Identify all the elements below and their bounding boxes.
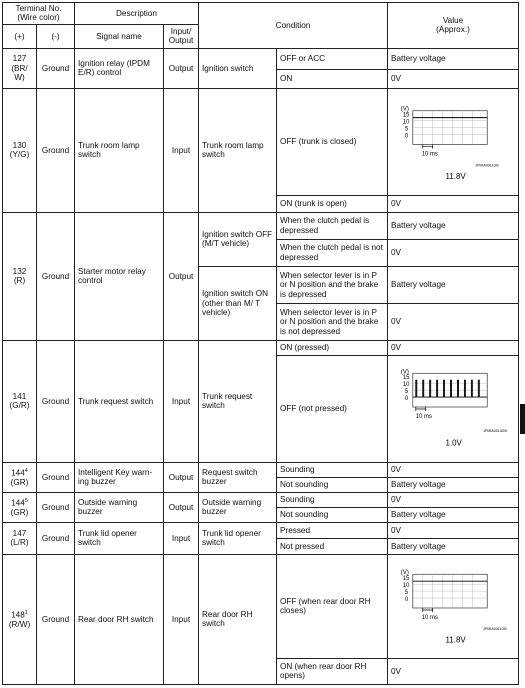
ground-cell: Ground — [37, 554, 75, 684]
plus-header: (+) — [3, 24, 37, 48]
value-cell: Battery voltage — [388, 477, 519, 492]
sub-condition-cell: Sounding — [277, 462, 388, 477]
condition-cell: Trunk room lamp switch — [199, 88, 277, 212]
condition-cell: Rear door RH switch — [199, 554, 277, 684]
signal-name-cell: Intelligent Key warn- ing buzzer — [75, 462, 164, 492]
terminal-cell: 127 (BR/ W) — [3, 48, 37, 88]
io-cell: Input — [164, 340, 199, 462]
value-cell: 0V — [388, 239, 519, 266]
value-cell: 0V — [388, 658, 519, 684]
sub-condition-cell: Not sounding — [277, 507, 388, 522]
sub-condition-cell: Not sounding — [277, 477, 388, 492]
wave-tick: 15 — [402, 113, 410, 120]
wave-tick: 5 — [404, 126, 409, 133]
value-cell: Battery voltage — [388, 212, 519, 239]
condition-cell: Ignition switch OFF (M/T vehicle) — [199, 212, 277, 266]
terminal-cell: 147 (L/R) — [3, 522, 37, 554]
terminal-cell: $144^5$ (GR) — [3, 492, 37, 522]
value-cell: 0V — [388, 69, 519, 88]
sub-condition-cell: ON (trunk is open) — [277, 195, 388, 212]
wave-tick: 10 — [402, 382, 410, 389]
figure-code: JPMIA0011GB — [483, 627, 507, 632]
condition-cell: Request switch buzzer — [199, 462, 277, 492]
waveform-value-cell — [388, 355, 519, 462]
sub-condition-cell: OFF (trunk is closed) — [277, 88, 388, 195]
terminal-spec-table — [2, 2, 519, 685]
signal-name-header: Signal name — [75, 24, 164, 48]
table-row — [3, 88, 519, 195]
wave-tick: 10 — [402, 119, 410, 126]
wave-time-label: 10 ms — [421, 615, 438, 622]
terminal-cell: 132 (R) — [3, 212, 37, 340]
wave-tick: 15 — [402, 375, 410, 382]
io-cell: Output — [164, 212, 199, 340]
value-cell: Battery voltage — [388, 538, 519, 554]
sub-condition-cell: When the clutch pedal is depressed — [277, 212, 388, 239]
value-cell: Battery voltage — [388, 48, 519, 69]
value-cell: 0V — [388, 492, 519, 507]
condition-header: Condition — [199, 3, 388, 49]
wave-tick: 0 — [404, 396, 409, 403]
terminal-cell: $148^1$ (R/W) — [3, 554, 37, 684]
sub-condition-cell: Not pressed — [277, 538, 388, 554]
ground-cell: Ground — [37, 462, 75, 492]
sub-condition-cell: OFF (when rear door RH closes) — [277, 554, 388, 658]
ground-cell: Ground — [37, 88, 75, 212]
sub-condition-cell: Pressed — [277, 522, 388, 538]
ground-cell: Ground — [37, 340, 75, 462]
io-cell: Output — [164, 48, 199, 88]
value-cell: 0V — [388, 195, 519, 212]
wave-axis-unit: (V) — [400, 570, 409, 577]
value-cell: Battery voltage — [388, 507, 519, 522]
ground-cell: Ground — [37, 212, 75, 340]
waveform-value: 11.8V — [445, 172, 466, 182]
value-cell: 0V — [388, 522, 519, 538]
io-cell: Input — [164, 522, 199, 554]
waveform-value: 11.8V — [445, 636, 466, 646]
condition-cell: Trunk lid opener switch — [199, 522, 277, 554]
table-row — [3, 212, 519, 239]
waveform-value-cell — [388, 554, 519, 658]
io-cell: Input — [164, 554, 199, 684]
table-row — [3, 462, 519, 477]
value-cell: 0V — [388, 462, 519, 477]
sub-condition-cell: OFF or ACC — [277, 48, 388, 69]
description-header: Description — [75, 3, 199, 25]
sub-condition-cell: Sounding — [277, 492, 388, 507]
ground-cell: Ground — [37, 48, 75, 88]
io-cell: Output — [164, 492, 199, 522]
waveform-pulse — [388, 356, 518, 461]
input-output-header: Input/ Output — [164, 24, 199, 48]
value-header: Value (Approx.) — [388, 3, 519, 49]
waveform-flat — [388, 89, 518, 194]
sub-condition-cell: When selector lever is in P or N position and the brake is depressed — [277, 266, 388, 303]
ground-cell: Ground — [37, 522, 75, 554]
signal-name-cell: Trunk lid opener switch — [75, 522, 164, 554]
wave-tick: 0 — [404, 133, 409, 140]
table-row — [3, 522, 519, 538]
value-cell: Battery voltage — [388, 266, 519, 303]
wave-tick: 0 — [404, 597, 409, 604]
signal-name-cell: Trunk room lamp switch — [75, 88, 164, 212]
sub-condition-cell: When the clutch pedal is not depressed — [277, 239, 388, 266]
value-cell: 0V — [388, 303, 519, 340]
sub-condition-cell: ON (pressed) — [277, 340, 388, 355]
value-cell: 0V — [388, 340, 519, 355]
waveform-flat — [388, 555, 518, 657]
table-row — [3, 492, 519, 507]
io-cell: Output — [164, 462, 199, 492]
figure-code: JPMIA0014GB — [483, 429, 507, 434]
sub-condition-cell: ON (when rear door RH opens) — [277, 658, 388, 684]
sub-condition-cell: ON — [277, 69, 388, 88]
signal-name-cell: Outside warning buzzer — [75, 492, 164, 522]
wave-time-label: 10 ms — [421, 151, 438, 158]
wave-tick: 15 — [402, 576, 410, 583]
wave-axis-unit: (V) — [400, 369, 409, 376]
ground-cell: Ground — [37, 492, 75, 522]
condition-cell: Ignition switch — [199, 48, 277, 88]
terminal-cell: $144^4$ (GR) — [3, 462, 37, 492]
terminal-cell: 130 (Y/G) — [3, 88, 37, 212]
sub-condition-cell: OFF (not pressed) — [277, 355, 388, 462]
signal-name-cell: Ignition relay (IPDM E/R) control — [75, 48, 164, 88]
table-row — [3, 340, 519, 355]
terminal-no-header: Terminal No. (Wire color) — [3, 3, 75, 25]
io-cell: Input — [164, 88, 199, 212]
condition-cell: Trunk request switch — [199, 340, 277, 462]
signal-name-cell: Trunk request switch — [75, 340, 164, 462]
table-row — [3, 554, 519, 658]
wave-tick: 5 — [404, 590, 409, 597]
terminal-cell: 141 (G/R) — [3, 340, 37, 462]
section-tab-marker — [520, 404, 525, 434]
table-row — [3, 48, 519, 69]
condition-cell: Ignition switch ON (other than M/ T vehicle) — [199, 266, 277, 340]
signal-name-cell: Starter motor relay control — [75, 212, 164, 340]
wave-time-label: 10 ms — [415, 414, 432, 421]
sub-condition-cell: When selector lever is in P or N position and the brake is not depressed — [277, 303, 388, 340]
condition-cell: Outside warning buzzer — [199, 492, 277, 522]
figure-code: JPMIA0011GB — [475, 163, 499, 168]
minus-header: (-) — [37, 24, 75, 48]
wave-tick: 5 — [404, 389, 409, 396]
wave-tick: 10 — [402, 583, 410, 590]
wave-axis-unit: (V) — [400, 107, 409, 114]
signal-name-cell: Rear door RH switch — [75, 554, 164, 684]
waveform-value-cell — [388, 88, 519, 195]
waveform-value: 1.0V — [445, 439, 462, 449]
